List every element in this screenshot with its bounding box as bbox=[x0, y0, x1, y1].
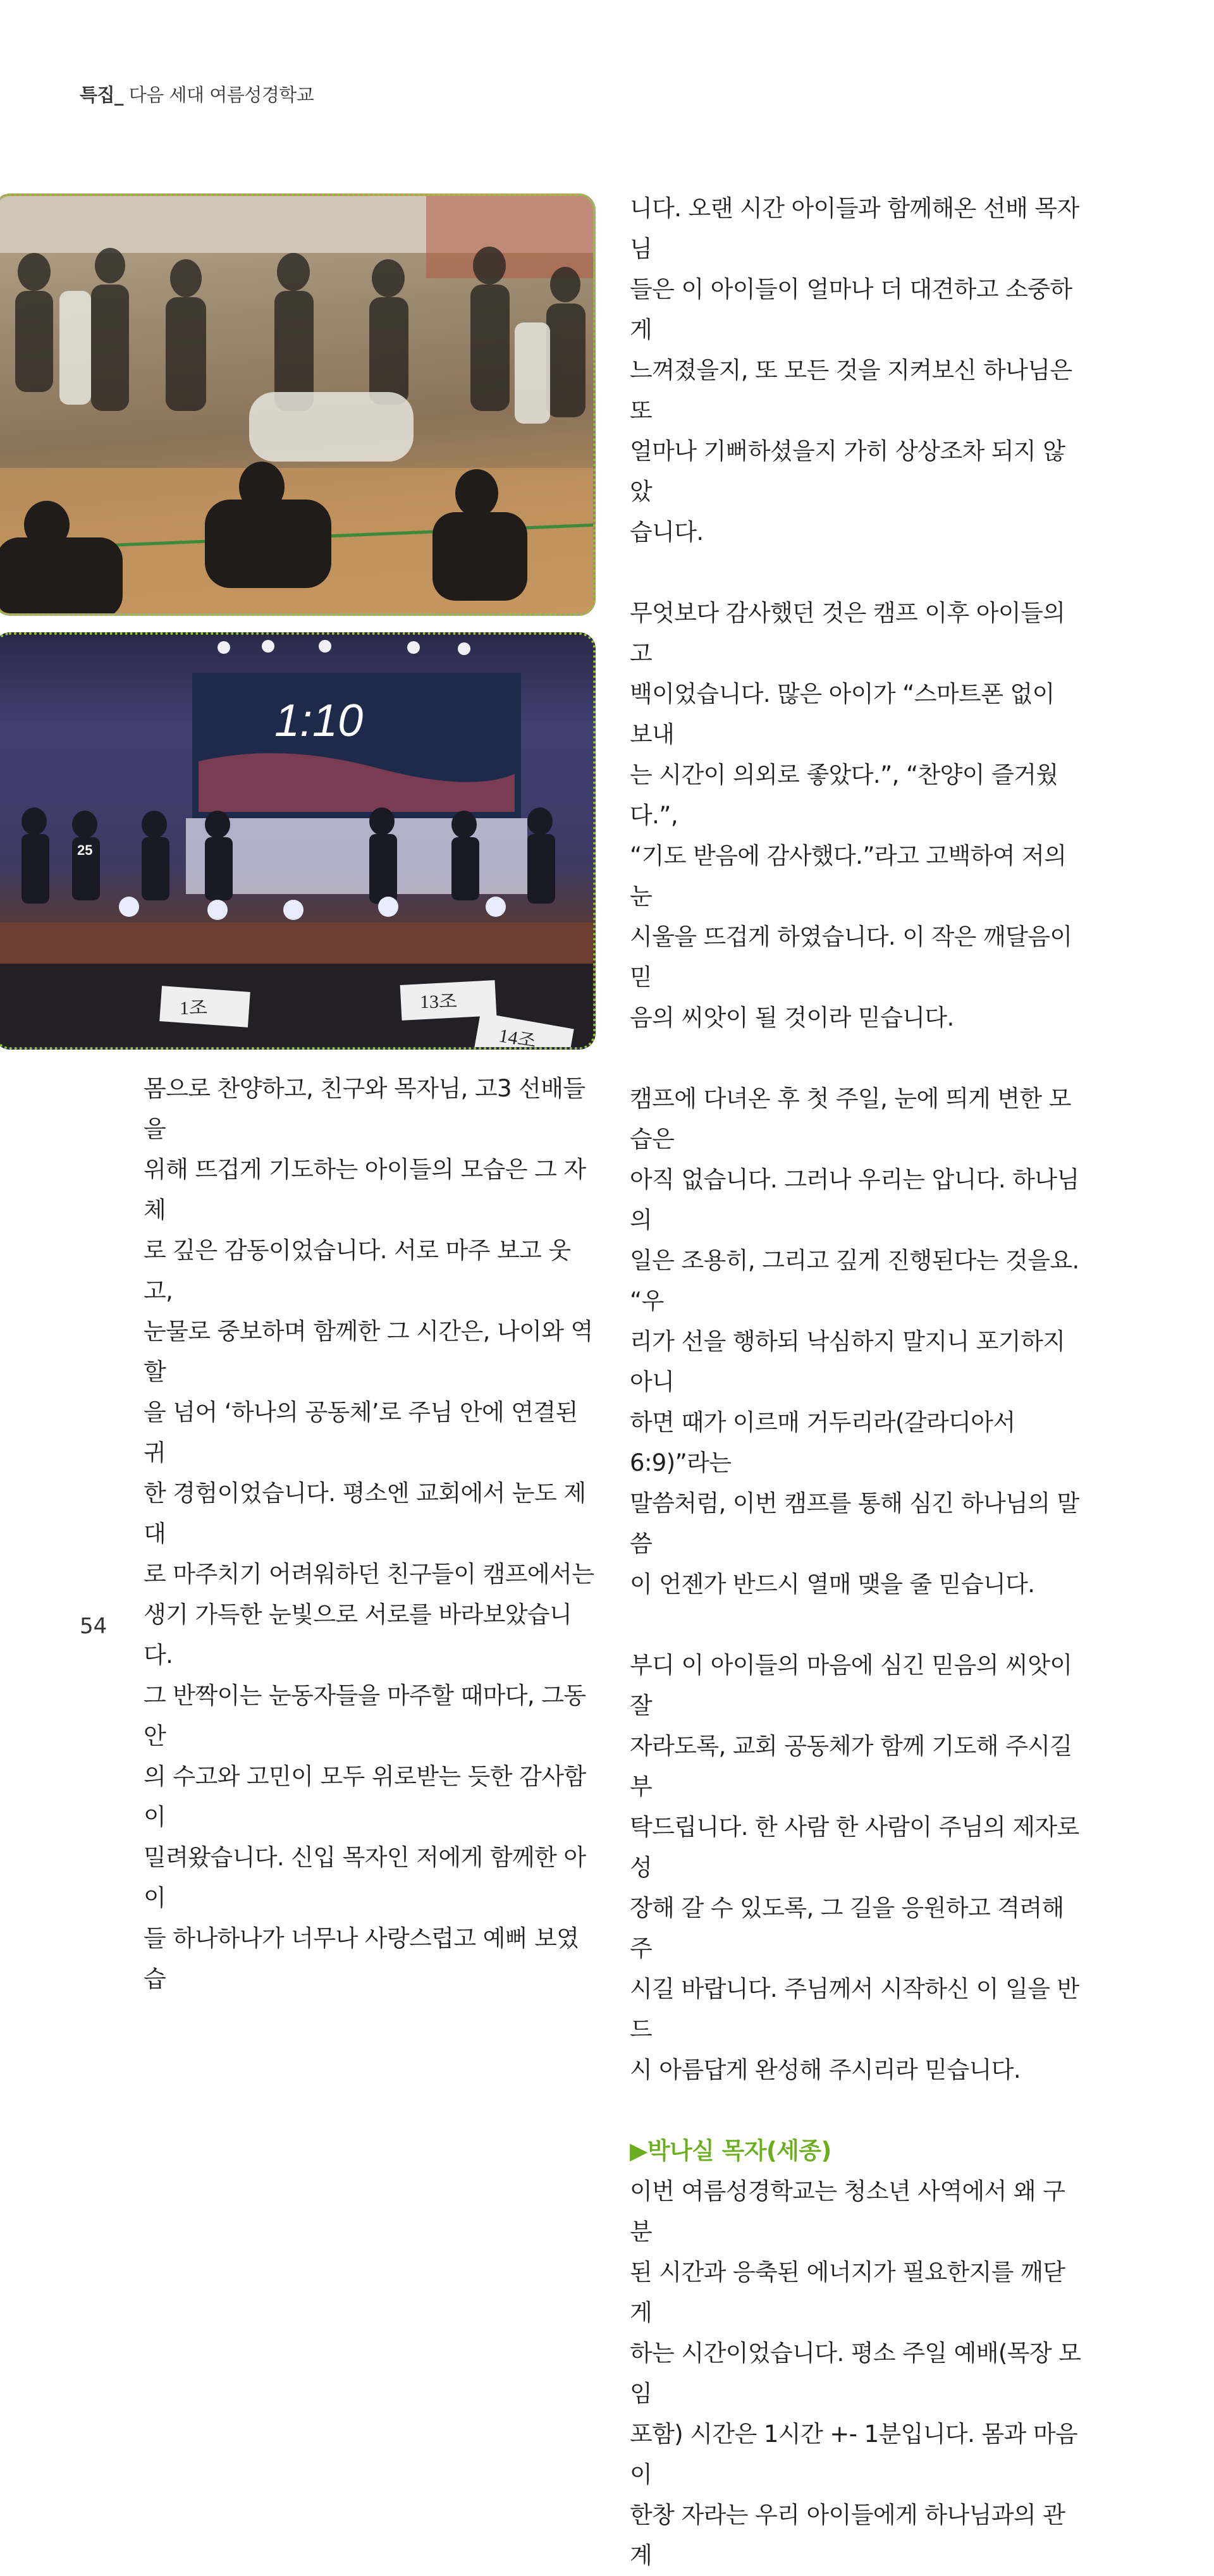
photo-gym-activity bbox=[0, 193, 596, 616]
table-sign-13: 13조 bbox=[420, 991, 457, 1012]
paragraph-3 bbox=[630, 1079, 1082, 1605]
photo-stage-illustration bbox=[0, 635, 596, 1050]
text-line: 포함) 시간은 1시간 +- 1분입니다. 몸과 마음이 bbox=[630, 2420, 1078, 2488]
paragraph-1 bbox=[630, 188, 1082, 553]
text-line: 한창 자라는 우리 아이들에게 하나님과의 관계 bbox=[630, 2501, 1065, 2569]
jersey-number: 25 bbox=[77, 842, 93, 858]
right-column-text bbox=[630, 188, 1082, 2576]
text-line: 시길 바랍니다. 주님께서 시작하신 이 일을 반드 bbox=[630, 1975, 1079, 2043]
text-line: 이번 여름성경학교는 청소년 사역에서 왜 구분 bbox=[630, 2178, 1065, 2245]
screen-text: 1:10 bbox=[274, 696, 364, 746]
text-line: 백이었습니다. 많은 아이가 “스마트폰 없이 보내 bbox=[630, 680, 1055, 748]
text-line: 음의 씨앗이 될 것이라 믿습니다. bbox=[630, 1004, 954, 1031]
paragraph-4 bbox=[630, 1645, 1082, 2090]
paragraph-5 bbox=[630, 2171, 1082, 2576]
text-line: 탁드립니다. 한 사람 한 사람이 주님의 제자로 성 bbox=[630, 1813, 1079, 1881]
running-head bbox=[80, 81, 314, 107]
section-category: 특집_ bbox=[80, 84, 124, 106]
text-line: 시울을 뜨겁게 하였습니다. 이 작은 깨달음이 믿 bbox=[630, 923, 1072, 991]
text-line: 로 깊은 감동이었습니다. 서로 마주 보고 웃고, bbox=[144, 1237, 571, 1304]
text-line: “기도 받음에 감사했다.”라고 고백하여 저의 눈 bbox=[630, 842, 1067, 910]
text-line: 느껴졌을지, 또 모든 것을 지켜보신 하나님은 또 bbox=[630, 357, 1072, 424]
text-line: 이 언젠가 반드시 열매 맺을 줄 믿습니다. bbox=[630, 1571, 1035, 1598]
photo-stage-worship bbox=[0, 632, 596, 1050]
text-line: 의 수고와 고민이 모두 위로받는 듯한 감사함이 bbox=[144, 1763, 586, 1831]
text-line: 아직 없습니다. 그러나 우리는 압니다. 하나님의 bbox=[630, 1166, 1079, 1234]
section-title: 다음 세대 여름성경학교 bbox=[128, 84, 314, 106]
text-line: 로 마주치기 어려워하던 친구들이 캠프에서는 bbox=[144, 1561, 594, 1588]
text-line: 을 넘어 ‘하나의 공동체’로 주님 안에 연결된 귀 bbox=[144, 1399, 578, 1466]
photo-gym-illustration bbox=[0, 196, 596, 616]
text-line: 시 아름답게 완성해 주시리라 믿습니다. bbox=[630, 2056, 1021, 2083]
text-line: 리가 선을 행하되 낙심하지 말지니 포기하지 아니 bbox=[630, 1328, 1065, 1395]
left-column-text bbox=[144, 1069, 596, 1999]
text-line: 일은 조용히, 그리고 깊게 진행된다는 것을요. “우 bbox=[630, 1247, 1079, 1315]
text-line: 들 하나하나가 너무나 사랑스럽고 예뻐 보였습 bbox=[144, 1925, 579, 1992]
text-line: 습니다. bbox=[630, 518, 704, 546]
text-line: 자라도록, 교회 공동체가 함께 기도해 주시길 부 bbox=[630, 1733, 1072, 1800]
text-line: 한 경험이었습니다. 평소엔 교회에서 눈도 제대 bbox=[144, 1480, 586, 1547]
text-line: 된 시간과 응축된 에너지가 필요한지를 깨닫게 bbox=[630, 2259, 1065, 2326]
text-line: 니다. 오랜 시간 아이들과 함께해온 선배 목자님 bbox=[630, 195, 1079, 262]
section-heading: ▶박나실 목자(세종) bbox=[630, 2137, 831, 2164]
text-line: 말씀처럼, 이번 캠프를 통해 심긴 하나님의 말씀 bbox=[630, 1490, 1079, 1557]
page-number: 54 bbox=[80, 1614, 107, 1639]
text-line: 하는 시간이었습니다. 평소 주일 예배(목장 모임 bbox=[630, 2340, 1081, 2407]
text-line: 그 반짝이는 눈동자들을 마주할 때마다, 그동안 bbox=[144, 1682, 586, 1750]
text-line: 얼마나 기뻐하셨을지 가히 상상조차 되지 않았 bbox=[630, 438, 1065, 505]
text-line: 몸으로 찬양하고, 친구와 목자님, 고3 선배들을 bbox=[144, 1075, 586, 1143]
text-line: 캠프에 다녀온 후 첫 주일, 눈에 띄게 변한 모습은 bbox=[630, 1085, 1071, 1153]
text-line: 부디 이 아이들의 마음에 심긴 믿음의 씨앗이 잘 bbox=[630, 1652, 1072, 1719]
text-line: 는 시간이 의외로 좋았다.”, “찬양이 즐거웠다.”, bbox=[630, 761, 1058, 829]
text-line: 하면 때가 이르매 거두리라(갈라디아서 6:9)”라는 bbox=[630, 1409, 1015, 1476]
text-line: 들은 이 아이들이 얼마나 더 대견하고 소중하게 bbox=[630, 276, 1072, 343]
table-sign-1: 1조 bbox=[180, 998, 207, 1019]
text-line: 무엇보다 감사했던 것은 캠프 이후 아이들의 고 bbox=[630, 599, 1065, 667]
text-line: 눈물로 중보하며 함께한 그 시간은, 나이와 역할 bbox=[144, 1318, 593, 1385]
text-line: 위해 뜨겁게 기도하는 아이들의 모습은 그 자체 bbox=[144, 1156, 586, 1224]
table-sign-14: 14조 bbox=[497, 1025, 538, 1052]
text-line: 장해 갈 수 있도록, 그 길을 응원하고 격려해 주 bbox=[630, 1894, 1064, 1962]
text-line: 생기 가득한 눈빛으로 서로를 바라보았습니다. bbox=[144, 1601, 572, 1669]
paragraph-2 bbox=[630, 593, 1082, 1038]
text-line: 밀려왔습니다. 신입 목자인 저에게 함께한 아이 bbox=[144, 1844, 586, 1911]
